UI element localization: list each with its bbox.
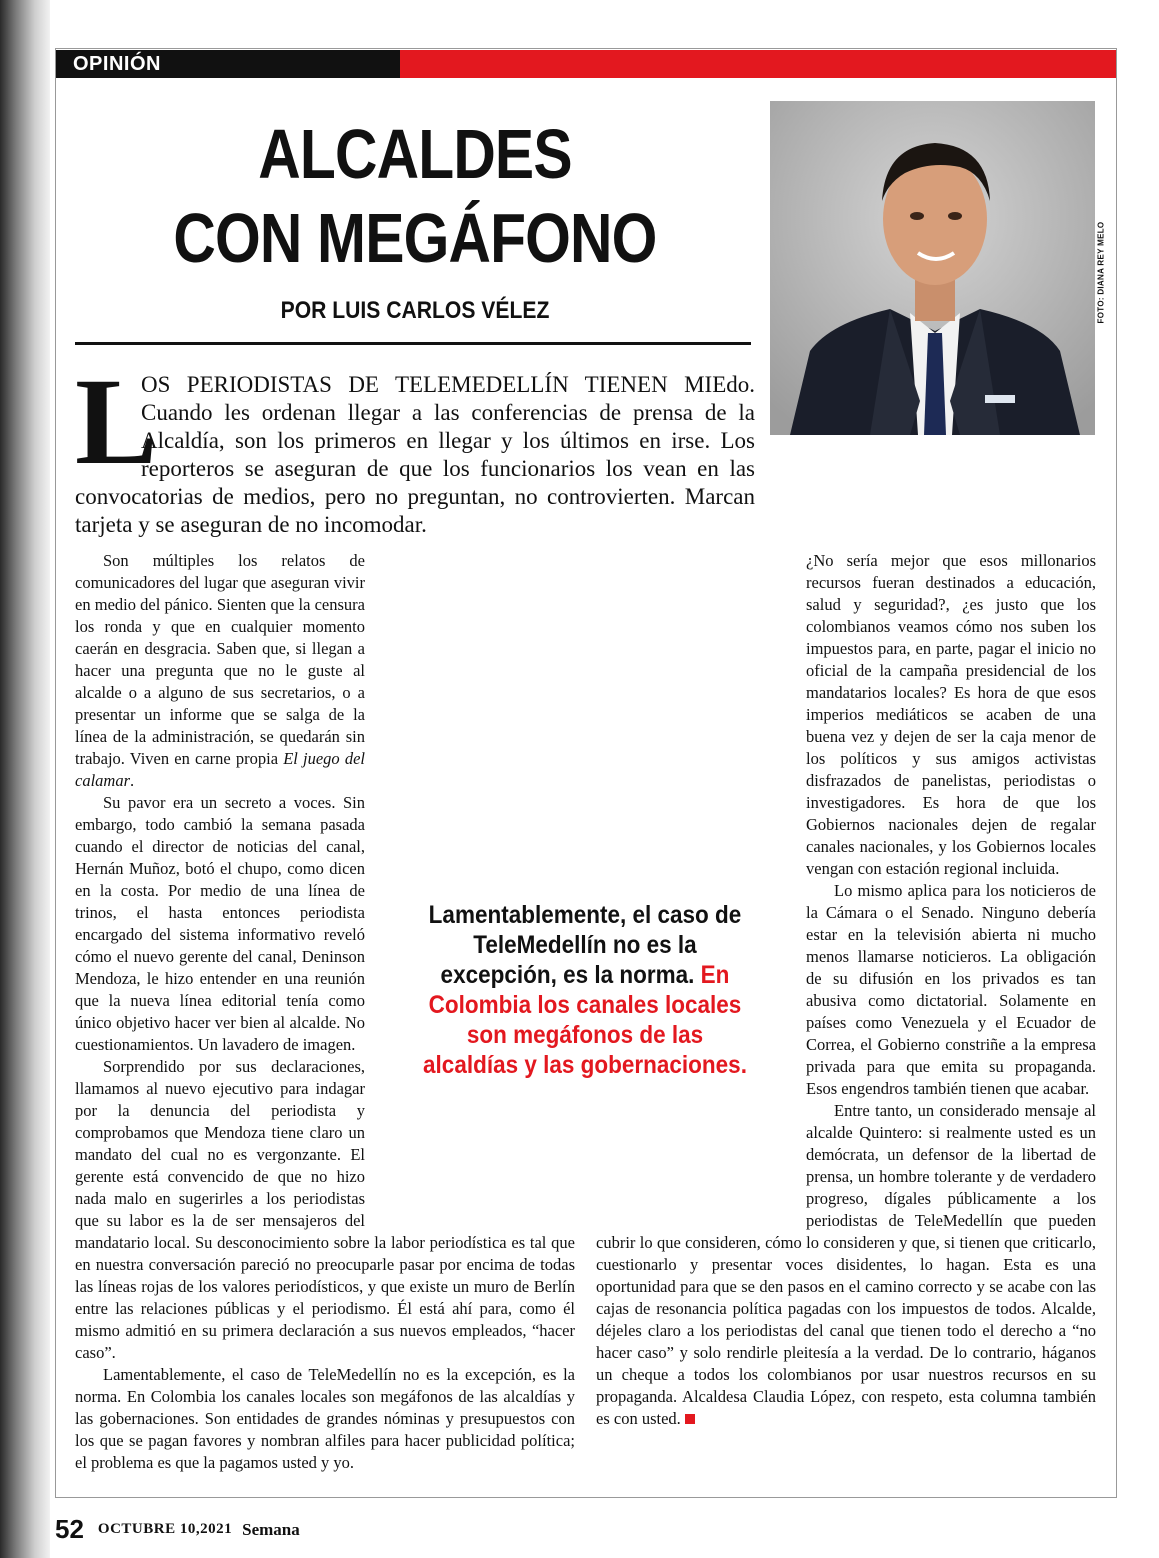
body-paragraph: Lo mismo aplica para los noticieros de la Cámara o el Senado. Ninguno debería estar en la televisión abierta ni mucho menos llamarse noticieros. La obligación de su difusión en los privados es tan abusiva como dictatorial. Solamente en países como Venezuela y el Ecuador de Correa, el Gobierno constriñe a la empresa privada para que emita su propaganda. Esos engendros también tienen que acabar. — [806, 881, 1096, 1098]
body-paragraph: Sorprendido por sus declaraciones, llamamos al nuevo ejecutivo para indagar por la denuncia del periodista y comprobamos que Mendoza tiene claro un mandato del cual no es vergonzante. El gerente está convencido de que no hizo nada malo en sugerirles a los periodistas que su labor es la de ser mensajeros del mandatario local. Su desconocimiento sobre la labor periodística es tal que en nuestra conversación pareció no preocuparle pasar por encima de todas las líneas rojas de los valores periodísticos, y que existe un muro de Berlín entre las relaciones públicas y el periodismo. Él está ahí para, como él mismo admitió en su primera declaración a sus nuevos empleados, “hacer caso”. — [75, 1057, 575, 1362]
pullquote-black: Lamentablemente, el caso de TeleMedellín no es la excepción, es la norma. — [428, 901, 742, 989]
body-paragraph: Entre tanto, un considerado mensaje al alcalde Quintero: si realmente usted es un demócrata, un defensor de la libertad de prensa, un hombre tolerante y de verdadero progreso, dígales públicamente a los periodistas de TeleMedellín que pueden cubrir lo que consideren, cómo lo consideren y que, si tienen que criticarlo, cuestionarlo y presentar voces disidentes, lo hagan. Esta es una oportunidad para que se den pasos en el camino correcto y se acabe con las cajas de resonancia política pagadas con los impuestos de todos. Alcalde, déjeles claro a los periodistas del canal que tienen todo el derecho a “no hacer caso” y solo rendirle pleitesía a la verdad. De lo contrario, háganos un cheque a todos los colombianos por usar nuestros recursos en su propaganda. Alcaldesa Claudia López, con respeto, esta columna también es con usted. — [596, 1101, 1096, 1428]
photo-credit: FOTO: DIANA REY MELO — [1096, 221, 1106, 324]
author-photo — [770, 101, 1095, 435]
italic-title: El juego del calamar — [75, 749, 365, 790]
byline: POR LUIS CARLOS VÉLEZ — [280, 297, 550, 324]
end-mark — [685, 1414, 695, 1424]
page-spine-shadow — [0, 0, 50, 1558]
drop-cap: L — [75, 353, 158, 490]
section-label: OPINIÓN — [56, 50, 400, 78]
issue-date: OCTUBRE 10,2021 — [97, 1521, 233, 1537]
title-rule — [75, 342, 751, 345]
author-portrait-image — [770, 101, 1095, 435]
article-title — [134, 112, 697, 280]
page-number: 52 — [55, 1514, 84, 1544]
lede-paragraph — [75, 353, 755, 539]
pullquote — [419, 900, 752, 1080]
title-line-1: ALCALDES — [258, 115, 572, 193]
title-line-2: CON MEGÁFONO — [173, 199, 657, 277]
magazine-name: Semana — [242, 1519, 300, 1539]
body-paragraph: Su pavor era un secreto a voces. Sin embargo, todo cambió la semana pasada cuando el director de noticias del canal, Hernán Muñoz, botó el chupo, como dicen en la costa. Por medio de una línea de trinos, el hasta entonces periodista encargado del sistema informativo reveló cómo el nuevo gerente del canal, Deninson Mendoza, le hizo entender en una reunión que la nueva línea editorial tenía como único objetivo hacer ver bien al alcalde. No cuestionamientos. Un lavadero de imagen. — [75, 793, 365, 1054]
pullquote-red: En Colombia los canales locales son megáfonos de las alcaldías y las gobernaciones. — [423, 961, 747, 1079]
page-footer — [55, 1514, 300, 1544]
lede-text: OS PERIODISTAS DE TELEMEDELLÍN TIENEN MIEdo. Cuando les ordenan llegar a las conferencias de prensa de la Alcaldía, son los primeros en llegar y los últimos en irse. Los reporteros se aseguran de que los funcionarios los vean en las convocatorias de medios, pero no preguntan, no controvierten. Marcan tarjeta y se aseguran de no incomodar. — [75, 372, 755, 537]
body-paragraph: Son múltiples los relatos de comunicadores del lugar que aseguran vivir en medio del pánico. Sienten que la censura los ronda y que en cualquier momento caerán en desgracia. Saben que, si llegan a hacer una pregunta que no le guste al alcalde o a alguno de sus secretarios, o a presentar un informe que se salga de la línea de la administración, se quedarán sin trabajo. Viven en carne propia El juego del calamar. — [75, 551, 365, 790]
body-paragraph: Lamentablemente, el caso de TeleMedellín no es la excepción, es la norma. En Colombia los canales locales son megáfonos de las alcaldías y las gobernaciones. Son entidades de grandes nóminas y presupuestos con los que se pagan favores y nombran alfiles para hacer publicidad política; el problema es que la pagamos usted y yo. — [75, 1365, 575, 1472]
body-paragraph: ¿No sería mejor que esos millonarios recursos fueran destinados a educación, salud y seguridad?, ¿es justo que los colombianos veamos cómo nos suben los impuestos para, en parte, pagar el inicio no oficial de la campaña presidencial de los mandatarios locales? Es hora de que esos imperios mediáticos se acaben de una buena vez y dejen de ser la caja menor de los políticos y sus amigos activistas disfrazados de panelistas, periodistas o investigadores. Es hora de que los Gobiernos nacionales dejen de regalar canales nacionales, y los Gobiernos locales vengan con estación regional incluida. — [806, 551, 1096, 878]
